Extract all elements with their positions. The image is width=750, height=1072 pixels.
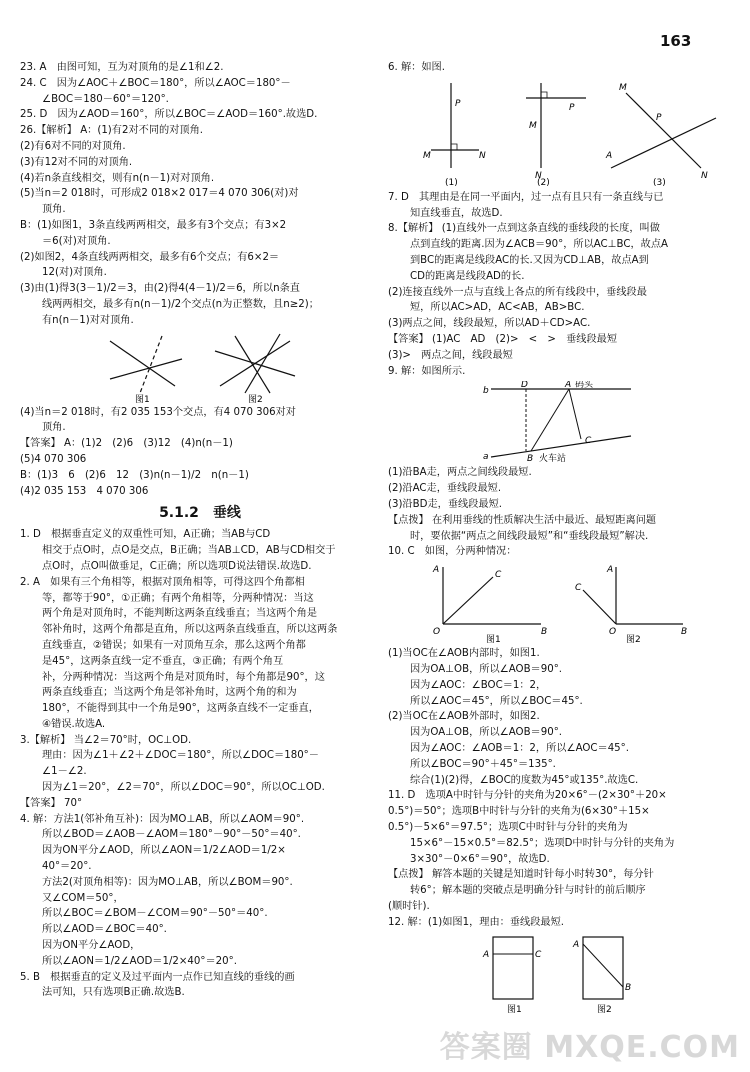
text-line: 点到直线的距离.因为∠ACB＝90°，所以AC⊥BC，故点A [410, 239, 668, 251]
text-line: 时，要依据“两点之间线段最短”和“垂线段最短”解决. [410, 530, 649, 542]
svg-text:M: M [619, 82, 627, 93]
text-line: 顶角. [42, 204, 66, 216]
right-mid2-block [388, 465, 734, 560]
q6-heading: 6. 解：如图. [388, 62, 445, 73]
svg-text:A: A [433, 565, 440, 576]
text-line: (3)有12对不同的对顶角. [20, 156, 133, 168]
text-line: 知直线垂直，故选D. [410, 207, 503, 219]
text-line: 因为ON平分∠AOD，所以∠AON＝1/2∠AOD＝1/2× [42, 845, 286, 857]
text-line: ∠BOC＝180－60°＝120°. [42, 93, 169, 105]
figure-2-four-lines [210, 331, 300, 403]
fig6-label-1: (1) [445, 177, 458, 188]
text-line: 26.【解析】 A：(1)有2对不同的对顶角. [20, 125, 203, 137]
fig9-map [481, 381, 641, 463]
text-line: 2. A 如果有三个角相等，根据对顶角相等，可得这四个角都相 [20, 576, 305, 588]
svg-text:B: B [527, 454, 534, 464]
text-line: B：(1)如图1，3条直线两两相交，最多有3个交点；有3×2 [20, 219, 287, 231]
text-line: 【答案】 (1)AC AD (2)> < > 垂线段最短 [388, 333, 618, 345]
text-line: ④错误.故选A. [42, 718, 106, 730]
svg-text:O: O [609, 627, 617, 638]
fig6-1 [401, 78, 491, 188]
text-line: ＝6(对)对顶角. [42, 235, 111, 247]
text-line: 补，分两种情况：当这两个角是对顶角时，每个角都是90°，这 [42, 671, 325, 683]
fig6-label-2: (2) [537, 177, 550, 188]
text-line: 到BC的距离是线段AC的长.又因为CD⊥AB，故点A到 [410, 254, 649, 266]
text-line: (3)沿BD走，垂线段最短. [388, 498, 503, 510]
svg-text:C: C [585, 436, 592, 447]
text-line: 直线垂直，②错误；如果有一对顶角互余，那么这两个角都 [42, 639, 306, 651]
text-line: (5)4 070 306 [20, 453, 87, 465]
text-line: 点O时，点O叫做垂足，C正确；所以选项D说法错误.故选D. [42, 560, 312, 572]
text-line: 24. C 因为∠AOC＋∠BOC＝180°，所以∠AOC＝180°－ [20, 77, 291, 89]
svg-text:B: B [681, 627, 688, 638]
text-line: (2)连接直线外一点与直线上各点的所有线段中，垂线段最 [388, 286, 647, 298]
left-mid-block [20, 405, 380, 500]
text-line: 40°＝20°. [42, 861, 92, 873]
text-line: 12. 解：(1)如图1，理由：垂线段最短. [388, 916, 565, 928]
svg-text:N: N [479, 150, 486, 161]
text-line: 短，所以AC>AD，AC<AB，AB>BC. [410, 302, 585, 314]
fig10-label-2: 图2 [626, 635, 641, 645]
text-line: 3×30°－0×6°＝90°，故选D. [410, 853, 550, 865]
svg-text:B: B [541, 627, 548, 638]
fig9-dock: 码头 [575, 381, 594, 391]
left-top-block [20, 60, 380, 329]
right-column [388, 60, 734, 1016]
fig12-label-2: 图2 [597, 1005, 612, 1015]
text-line: (顺时针). [388, 900, 430, 912]
text-line: 7. D 其理由是在同一平面内，过一点有且只有一条直线与已 [388, 191, 664, 203]
svg-text:A: A [606, 150, 613, 161]
fig1-label: 图1 [135, 394, 150, 403]
text-line: B：(1)3 6 (2)6 12 (3)n(n－1)/2 n(n－1) [20, 469, 249, 481]
text-line: ∠1－∠2. [42, 766, 87, 778]
fig12-2 [571, 932, 641, 1014]
text-line: CD的距离是线段AD的长. [410, 270, 525, 282]
svg-text:b: b [483, 386, 489, 397]
svg-text:A: A [565, 381, 572, 391]
section-title: 5.1.2 垂线 [159, 505, 241, 522]
text-line: (2)有6对不同的对顶角. [20, 140, 126, 152]
text-line: 180°，不能得到其中一个角是90°，这两条直线不一定垂直， [42, 703, 319, 715]
text-line: 等，都等于90°，①正确；有两个角相等，分两种情况：当这 [42, 592, 314, 604]
text-line: 10. C 如图，分两种情况： [388, 546, 517, 558]
text-line: 又∠COM＝50°， [42, 892, 124, 904]
text-line: 11. D 选项A中时针与分针的夹角为20×6°－(2×30°＋20× [388, 790, 667, 802]
text-line: 【答案】 70° [20, 797, 83, 809]
text-line: 因为∠AOC：∠BOC＝1：2， [410, 679, 547, 691]
svg-text:M: M [423, 150, 431, 161]
svg-text:a: a [483, 452, 489, 463]
svg-text:P: P [656, 112, 662, 123]
text-line: 【点拨】 在利用垂线的性质解决生活中最近、最短距离问题 [388, 514, 657, 526]
svg-text:C: C [535, 950, 542, 961]
svg-text:A: A [607, 565, 614, 576]
text-line: 9. 解：如图所示. [388, 365, 466, 377]
text-line: (2)如图2，4条直线两两相交，最多有6个交点；有6×2＝ [20, 251, 280, 263]
right-bottom-block [388, 646, 734, 930]
text-line: 两个角是对顶角时，不能判断这两条直线垂直；当这两个角是 [42, 608, 318, 620]
text-line: 【点拨】 解答本题的关键是知道时针每小时转30°，每分针 [388, 869, 654, 881]
text-line: 是45°，这两条直线一定不垂直，③正确；有两个角互 [42, 655, 284, 667]
text-line: 1. D 根据垂直定义的双重性可知，A正确；当AB与CD [20, 529, 271, 541]
svg-text:O: O [433, 627, 441, 638]
text-line: 所以∠AOC＝45°，所以∠BOC＝45°. [410, 695, 583, 707]
fig2-label: 图2 [248, 394, 263, 403]
text-line: 顶角. [42, 422, 66, 434]
text-line: 所以∠BOC＝∠BOM－∠COM＝90°－50°＝40°. [42, 908, 268, 920]
page-number: 163 [660, 32, 692, 50]
svg-text:N: N [701, 170, 708, 181]
text-line: 有n(n－1)对对顶角. [42, 314, 134, 326]
fig12-1 [481, 932, 551, 1014]
svg-text:A: A [483, 950, 490, 961]
svg-text:C: C [495, 570, 502, 581]
fig9-station: 火车站 [539, 454, 567, 464]
text-line: 因为OA⊥OB，所以∠AOB＝90°. [410, 727, 563, 739]
fig6-label-3: (3) [653, 177, 666, 188]
text-line: 所以∠AON＝1/2∠AOD＝1/2×40°＝20°. [42, 955, 237, 967]
text-line: 因为OA⊥OB，所以∠AOB＝90°. [410, 663, 563, 675]
text-line: (3)两点之间，线段最短，所以AD＋CD>AC. [388, 318, 591, 330]
fig12-label-1: 图1 [507, 1005, 522, 1015]
text-line: 23. A 由图可知，互为对顶角的是∠1和∠2. [20, 62, 224, 73]
text-line: 法可知，只有选项B正确.故选B. [42, 987, 185, 999]
svg-text:P: P [455, 98, 461, 109]
text-line: 方法2(对顶角相等)：因为MO⊥AB，所以∠BOM＝90°. [42, 876, 293, 888]
text-line: (4)若n条直线相交，则有n(n－1)对对顶角. [20, 172, 215, 184]
text-line: (2)当OC在∠AOB外部时，如图2. [388, 711, 540, 723]
fig10-1 [431, 562, 551, 644]
svg-text:B: B [625, 983, 632, 994]
text-line: 转6°；解本题的突破点是明确分针与时针的前后顺序 [410, 885, 646, 897]
text-line: 综合(1)(2)得，∠BOC的度数为45°或135°.故选C. [410, 774, 639, 786]
figure-q12 [388, 932, 734, 1014]
figure-lines-left [20, 331, 380, 403]
text-line: 5. B 根据垂直的定义及过平面内一点作已知直线的垂线的画 [20, 971, 295, 983]
text-line: 12(对)对顶角. [42, 267, 107, 279]
figure-q10 [388, 562, 734, 644]
text-line: (1)沿BA走，两点之间线段最短. [388, 467, 532, 479]
left-bottom-block [20, 527, 380, 1001]
text-line: 0.5°)＝50°；选项B中时针与分针的夹角为(6×30°＋15× [388, 806, 650, 818]
right-mid-block [388, 190, 734, 380]
figure-1-three-lines [100, 331, 190, 403]
text-line: 0.5°)－5×6°＝97.5°；选项C中时针与分针的夹角为 [388, 821, 628, 833]
svg-text:A: A [573, 940, 580, 951]
left-column [20, 60, 380, 1001]
text-line: 线两两相交，最多有n(n－1)/2个交点(n为正整数，且n≥2)； [42, 298, 319, 310]
text-line: 【答案】 A：(1)2 (2)6 (3)12 (4)n(n－1) [20, 438, 233, 450]
text-line: (1)当OC在∠AOB内部时，如图1. [388, 648, 540, 660]
svg-text:P: P [569, 102, 575, 113]
text-line: 3.【解析】 当∠2＝70°时，OC⊥OD. [20, 734, 192, 746]
text-line: 15×6°－15×0.5°＝82.5°；选项D中时针与分针的夹角为 [410, 837, 675, 849]
text-line: 两条直线垂直；当这两个角是邻补角时，这两个角的和为 [42, 687, 297, 699]
text-line: 理由：因为∠1＋∠2＋∠DOC＝180°，所以∠DOC＝180°－ [42, 750, 319, 762]
text-line: (3)> 两点之间，线段最短 [388, 349, 513, 361]
svg-text:N: N [535, 170, 542, 181]
text-line: 邻补角时，这两个角都是直角，所以这两条直线垂直，所以这两条 [42, 624, 338, 636]
text-line: (3)由(1)得3(3－1)/2＝3，由(2)得4(4－1)/2＝6，所以n条直 [20, 283, 300, 295]
text-line: (4)当n＝2 018时，有2 035 153个交点，有4 070 306对对 [20, 406, 296, 418]
fig6-2 [501, 78, 591, 188]
svg-text:C: C [575, 583, 582, 594]
text-line: (5)当n＝2 018时，可形成2 018×2 017＝4 070 306(对)对 [20, 188, 299, 200]
text-line: 4. 解：方法1(邻补角互补)：因为MO⊥AB，所以∠AOM＝90°. [20, 813, 305, 825]
text-line: (2)沿AC走，垂线段最短. [388, 483, 502, 495]
text-line: 所以∠BOD＝∠AOB－∠AOM＝180°－90°－50°＝40°. [42, 829, 301, 841]
svg-text:M: M [529, 120, 537, 131]
figure-q6 [388, 78, 734, 188]
text-line: 所以∠BOC＝90°＋45°＝135°. [410, 758, 556, 770]
text-line: 因为∠AOC：∠AOB＝1：2，所以∠AOC＝45°. [410, 742, 629, 754]
watermark: 答案圈 MXQE.COM [439, 1030, 740, 1065]
svg-text:D: D [521, 381, 528, 391]
text-line: 25. D 因为∠AOD＝160°，所以∠BOC＝∠AOD＝160°.故选D. [20, 109, 318, 121]
text-line: 8.【解析】 (1)直线外一点到这条直线的垂线段的长度，叫做 [388, 223, 660, 235]
fig10-2 [571, 562, 691, 644]
text-line: (4)2 035 153 4 070 306 [20, 485, 149, 497]
fig10-label-1: 图1 [486, 635, 501, 645]
text-line: 因为∠1＝20°，∠2＝70°，所以∠DOC＝90°，所以OC⊥OD. [42, 782, 325, 794]
figure-q9 [388, 381, 734, 463]
text-line: 因为ON平分∠AOD， [42, 940, 141, 952]
text-line: 相交于点O时，点O是交点，B正确；当AB⊥CD，AB与CD相交于 [42, 545, 336, 557]
fig6-3 [601, 78, 721, 188]
text-line: 所以∠AOD＝∠BOC＝40°. [42, 924, 167, 936]
